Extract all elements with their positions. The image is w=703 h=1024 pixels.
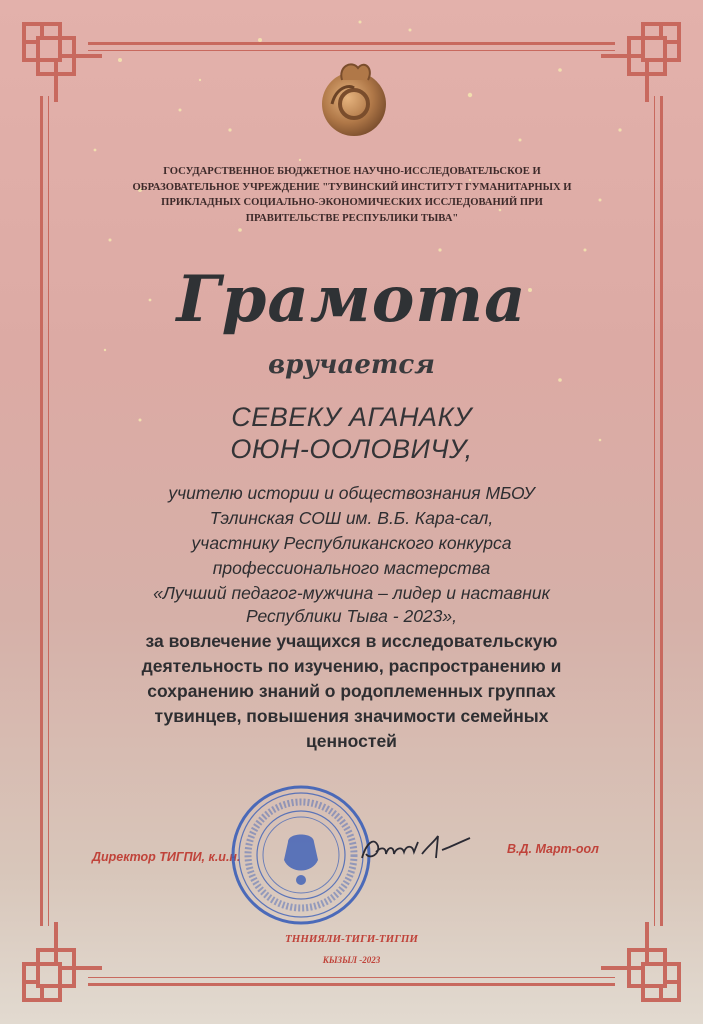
footer-city-year: КЫЗЫЛ -2023 <box>322 955 381 965</box>
institution-heading <box>92 164 612 226</box>
description-line: «Лучший педагог-мужчина – лидер и наставник <box>153 583 550 603</box>
certificate-subtitle: вручается <box>268 350 435 380</box>
description-line: Тэлинская СОШ им. В.Б. Кара-сал, <box>209 508 494 528</box>
description-line: Республики Тыва - 2023», <box>246 606 457 626</box>
reason-line: сохранению знаний о родоплеменных группах <box>147 681 556 701</box>
reason-line: за вовлечение учащихся в исследовательскую <box>145 631 558 651</box>
certificate-title: Грамота <box>176 262 527 337</box>
reason-line: ценностей <box>306 731 397 751</box>
director-name: В.Д. Март-оол <box>507 842 599 856</box>
reason-line: тувинцев, повышения значимости семейных <box>154 706 549 726</box>
footer-institutions: ТННИЯЛИ-ТИГИ-ТИГПИ <box>285 933 418 945</box>
recipient-name-line: СЕВЕКУ АГАНАКУ <box>231 402 472 432</box>
frame-top-line <box>88 42 615 45</box>
director-label: Директор ТИГПИ, к.и.н. <box>92 850 241 864</box>
bronze-horse-emblem-icon <box>318 58 390 140</box>
frame-top-line-inner <box>88 50 615 51</box>
frame-bottom-line-inner <box>88 977 615 978</box>
description-line: участнику Республиканского конкурса <box>191 533 512 553</box>
institution-line: ПРАВИТЕЛЬСТВЕ РЕСПУБЛИКИ ТЫВА" <box>245 212 459 224</box>
endless-knot-icon <box>14 14 106 106</box>
reason-line: деятельность по изучению, распространению и <box>141 656 562 676</box>
frame-bottom-line <box>88 983 615 986</box>
recipient-name-line: ОЮН-ООЛОВИЧУ, <box>230 434 473 464</box>
description-line: учителю истории и обществознания МБОУ <box>168 483 535 503</box>
description-line: профессионального мастерства <box>212 558 491 578</box>
handwritten-signature <box>352 824 492 874</box>
institution-line: ПРИКЛАДНЫХ СОЦИАЛЬНО-ЭКОНОМИЧЕСКИХ ИССЛЕДОВАНИЙ ПРИ <box>161 197 543 208</box>
institution-line: ОБРАЗОВАТЕЛЬНОЕ УЧРЕЖДЕНИЕ "ТУВИНСКИЙ ИНСТИТУТ ГУМАНИТАРНЫХ И <box>132 181 572 193</box>
endless-knot-icon <box>597 14 689 106</box>
institution-line: ГОСУДАРСТВЕННОЕ БЮДЖЕТНОЕ НАУЧНО-ИССЛЕДОВАТЕЛЬСКОЕ И <box>163 166 541 177</box>
